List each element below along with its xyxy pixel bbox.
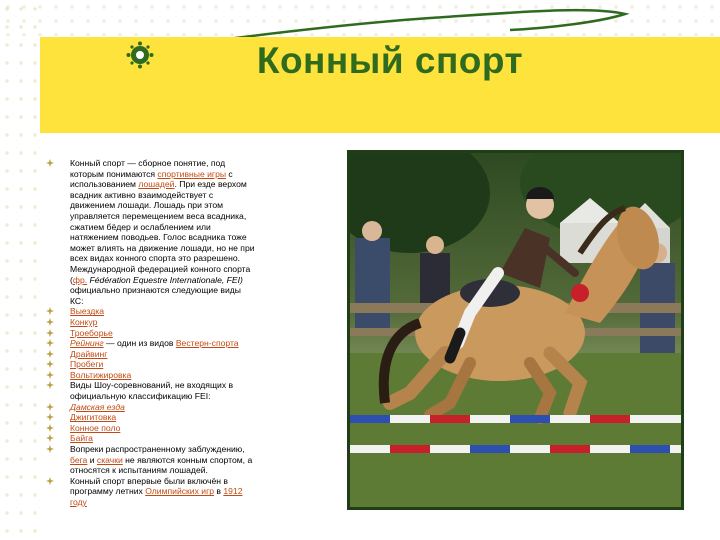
text-link[interactable]: Троеборье — [70, 327, 113, 338]
text-line — [46, 349, 296, 360]
text-line — [46, 391, 296, 402]
text-link[interactable]: Конкур — [70, 316, 98, 327]
line-text: Конный спорт — сборное понятие, под — [70, 158, 226, 168]
line-text: натяжением поводьев. Голос всадника тоже — [70, 232, 247, 243]
line-text: Fédération Equestre Internationale, FEI) — [87, 274, 243, 285]
line-text: официальную классификацию FEI: — [70, 391, 211, 402]
text-link[interactable]: Джигитовка — [70, 412, 117, 423]
text-line — [46, 497, 296, 508]
line-text: — один из видов — [103, 338, 176, 349]
line-text: Виды Шоу-соревнований, не входящих в — [70, 380, 234, 391]
text-line — [46, 285, 296, 296]
fleur-bullet-icon — [46, 159, 54, 167]
line-text: которым понимаются — [70, 168, 158, 179]
slide-title: Конный спорт — [256, 40, 524, 81]
line-text: и — [87, 454, 97, 465]
fleur-bullet-icon — [46, 413, 54, 421]
line-text: программу летних — [70, 486, 146, 497]
line-text: не являются конным спортом, а — [122, 454, 253, 465]
text-link[interactable]: Драйвинг — [70, 348, 108, 359]
fleur-bullet-icon — [46, 371, 54, 379]
line-text: КС: — [70, 295, 84, 306]
fleur-bullet-icon — [46, 434, 54, 442]
text-line — [46, 158, 296, 169]
text-link[interactable]: Выездка — [70, 306, 104, 317]
text-line — [46, 179, 296, 190]
text-line — [46, 380, 296, 391]
text-line — [46, 190, 296, 201]
line-text: движением лошади. Лошадь при этом — [70, 200, 224, 211]
text-line — [46, 169, 296, 180]
fleur-bullet-icon — [46, 360, 54, 368]
horse-jumping-photo — [350, 153, 681, 507]
text-line — [46, 222, 296, 233]
text-link[interactable]: спортивные игры — [157, 168, 227, 179]
text-link[interactable]: Рейнинг — [70, 338, 104, 349]
text-line — [46, 412, 296, 423]
line-text: сжатием бёдер и ослаблением или — [70, 221, 211, 232]
text-link[interactable]: фр. — [72, 274, 88, 285]
text-line — [46, 306, 296, 317]
line-text: всадник активно взаимодействует с — [70, 189, 214, 200]
text-line — [46, 455, 296, 466]
text-link[interactable]: Вестерн-спорта — [175, 338, 239, 349]
fleur-bullet-icon — [46, 307, 54, 315]
text-line — [46, 338, 296, 349]
fleur-bullet-icon — [46, 318, 54, 326]
fleur-bullet-icon — [46, 329, 54, 337]
text-link[interactable]: году — [70, 497, 87, 507]
text-link[interactable]: Вольтижировка — [70, 369, 132, 380]
text-line — [46, 211, 296, 222]
text-link[interactable]: Пробеги — [70, 359, 104, 370]
text-line — [46, 370, 296, 381]
line-text: относятся к испытаниям лошадей. — [70, 465, 208, 476]
fleur-bullet-icon — [46, 339, 54, 347]
text-line — [46, 359, 296, 370]
text-line — [46, 328, 296, 339]
line-text: Вопреки распространенному заблуждению, — [70, 444, 245, 455]
line-text: ( — [70, 274, 73, 285]
text-line — [46, 243, 296, 254]
line-text: . При езде верхом — [174, 179, 247, 190]
text-link[interactable]: Олимпийских игр — [145, 486, 215, 497]
photo-frame — [347, 150, 684, 510]
line-text: с — [226, 168, 233, 179]
text-link[interactable]: 1912 — [223, 486, 243, 497]
text-line — [46, 476, 296, 487]
line-text: всех видах конного спорта это разрешено. — [70, 253, 240, 264]
text-line — [46, 423, 296, 434]
text-link[interactable]: Дамская езда — [70, 401, 125, 412]
line-text: управляется перемещением веса всадника, — [70, 210, 247, 221]
text-link[interactable]: Конное поло — [70, 422, 121, 433]
line-text: официально признаются следующие виды — [70, 285, 241, 296]
text-line — [46, 232, 296, 243]
line-text: Международной федерацией конного спорта — [70, 263, 251, 274]
text-line — [46, 253, 296, 264]
text-link[interactable]: бега — [70, 454, 88, 465]
text-line — [46, 264, 296, 275]
fleur-bullet-icon — [46, 445, 54, 453]
text-line — [46, 444, 296, 455]
text-line — [46, 486, 296, 497]
text-line — [46, 317, 296, 328]
text-link[interactable]: лошадей — [138, 179, 175, 190]
text-link[interactable]: скачки — [96, 454, 123, 465]
slide-body-text — [46, 158, 296, 508]
fleur-bullet-icon — [46, 477, 54, 485]
text-line — [46, 296, 296, 307]
line-text: использованием — [70, 179, 139, 190]
fleur-bullet-icon — [46, 424, 54, 432]
fleur-bullet-icon — [46, 403, 54, 411]
text-line — [46, 433, 296, 444]
text-line — [46, 200, 296, 211]
text-link[interactable]: Байга — [70, 433, 93, 444]
text-line — [46, 465, 296, 476]
text-line — [46, 275, 296, 286]
fleur-bullet-icon — [46, 350, 54, 358]
text-line — [46, 402, 296, 413]
fleur-bullet-icon — [46, 381, 54, 389]
line-text: в — [214, 486, 224, 497]
line-text: может влиять на движение лошади, но не при — [70, 242, 255, 253]
line-text: Конный спорт впервые были включён в — [70, 475, 228, 486]
